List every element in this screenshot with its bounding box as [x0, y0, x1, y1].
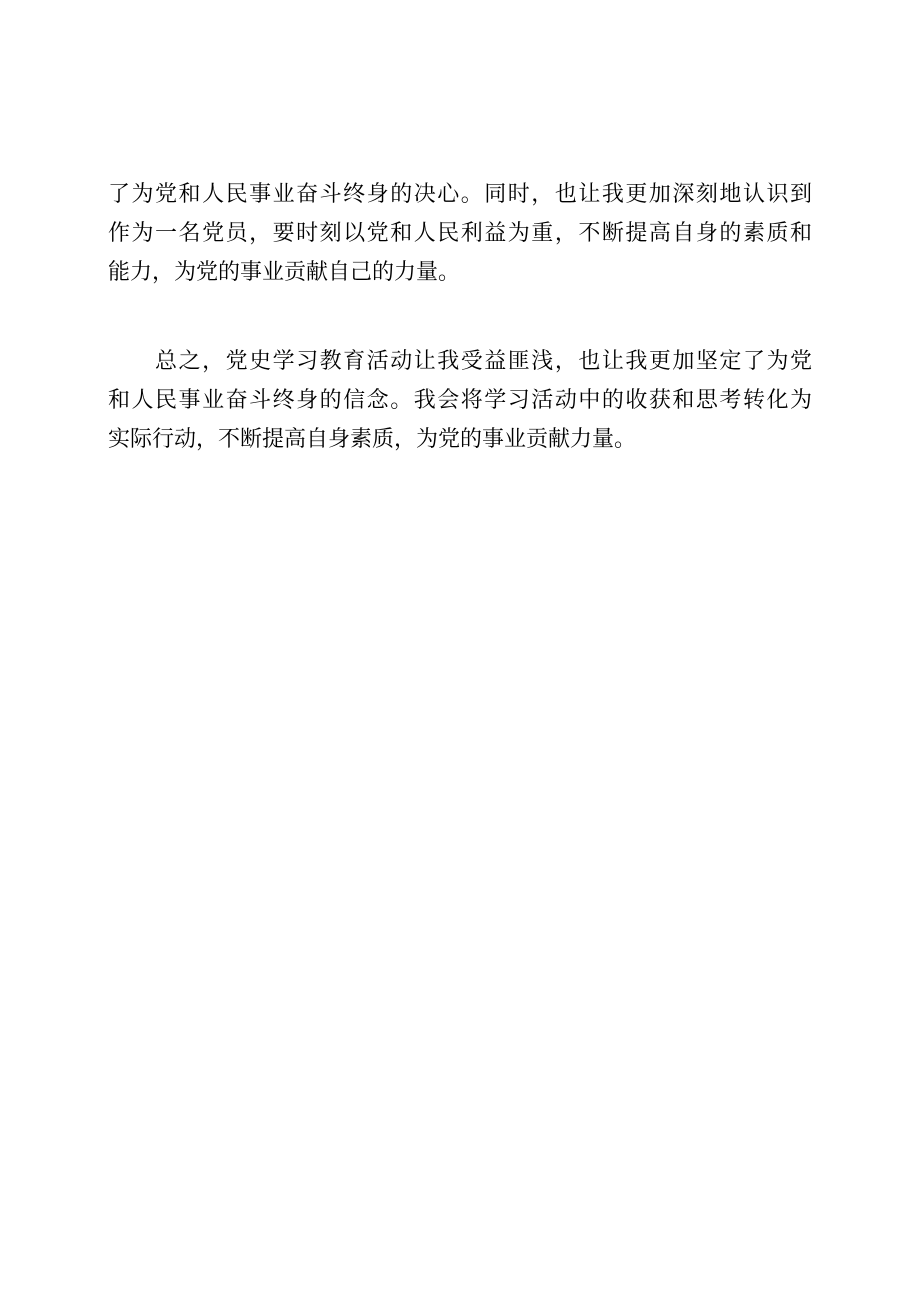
paragraph-line: 实际行动，不断提高自身素质，为党的事业贡献力量。: [108, 427, 637, 452]
paragraph-continuation: [108, 175, 812, 292]
paragraph-line: 作为一名党员，要时刻以党和人民利益为重，不断提高自身的素质和: [108, 221, 812, 246]
paragraph-line: 总之，党史学习教育活动让我受益匪浅，也让我更加坚定了为党: [108, 349, 812, 374]
paragraph-line: 能力，为党的事业贡献自己的力量。: [108, 260, 461, 285]
paragraph-line: 和人民事业奋斗终身的信念。我会将学习活动中的收获和思考转化为: [108, 388, 812, 413]
paragraph-line: 了为党和人民事业奋斗终身的决心。同时，也让我更加深刻地认识到: [108, 182, 812, 207]
paragraph-conclusion: [108, 342, 812, 459]
